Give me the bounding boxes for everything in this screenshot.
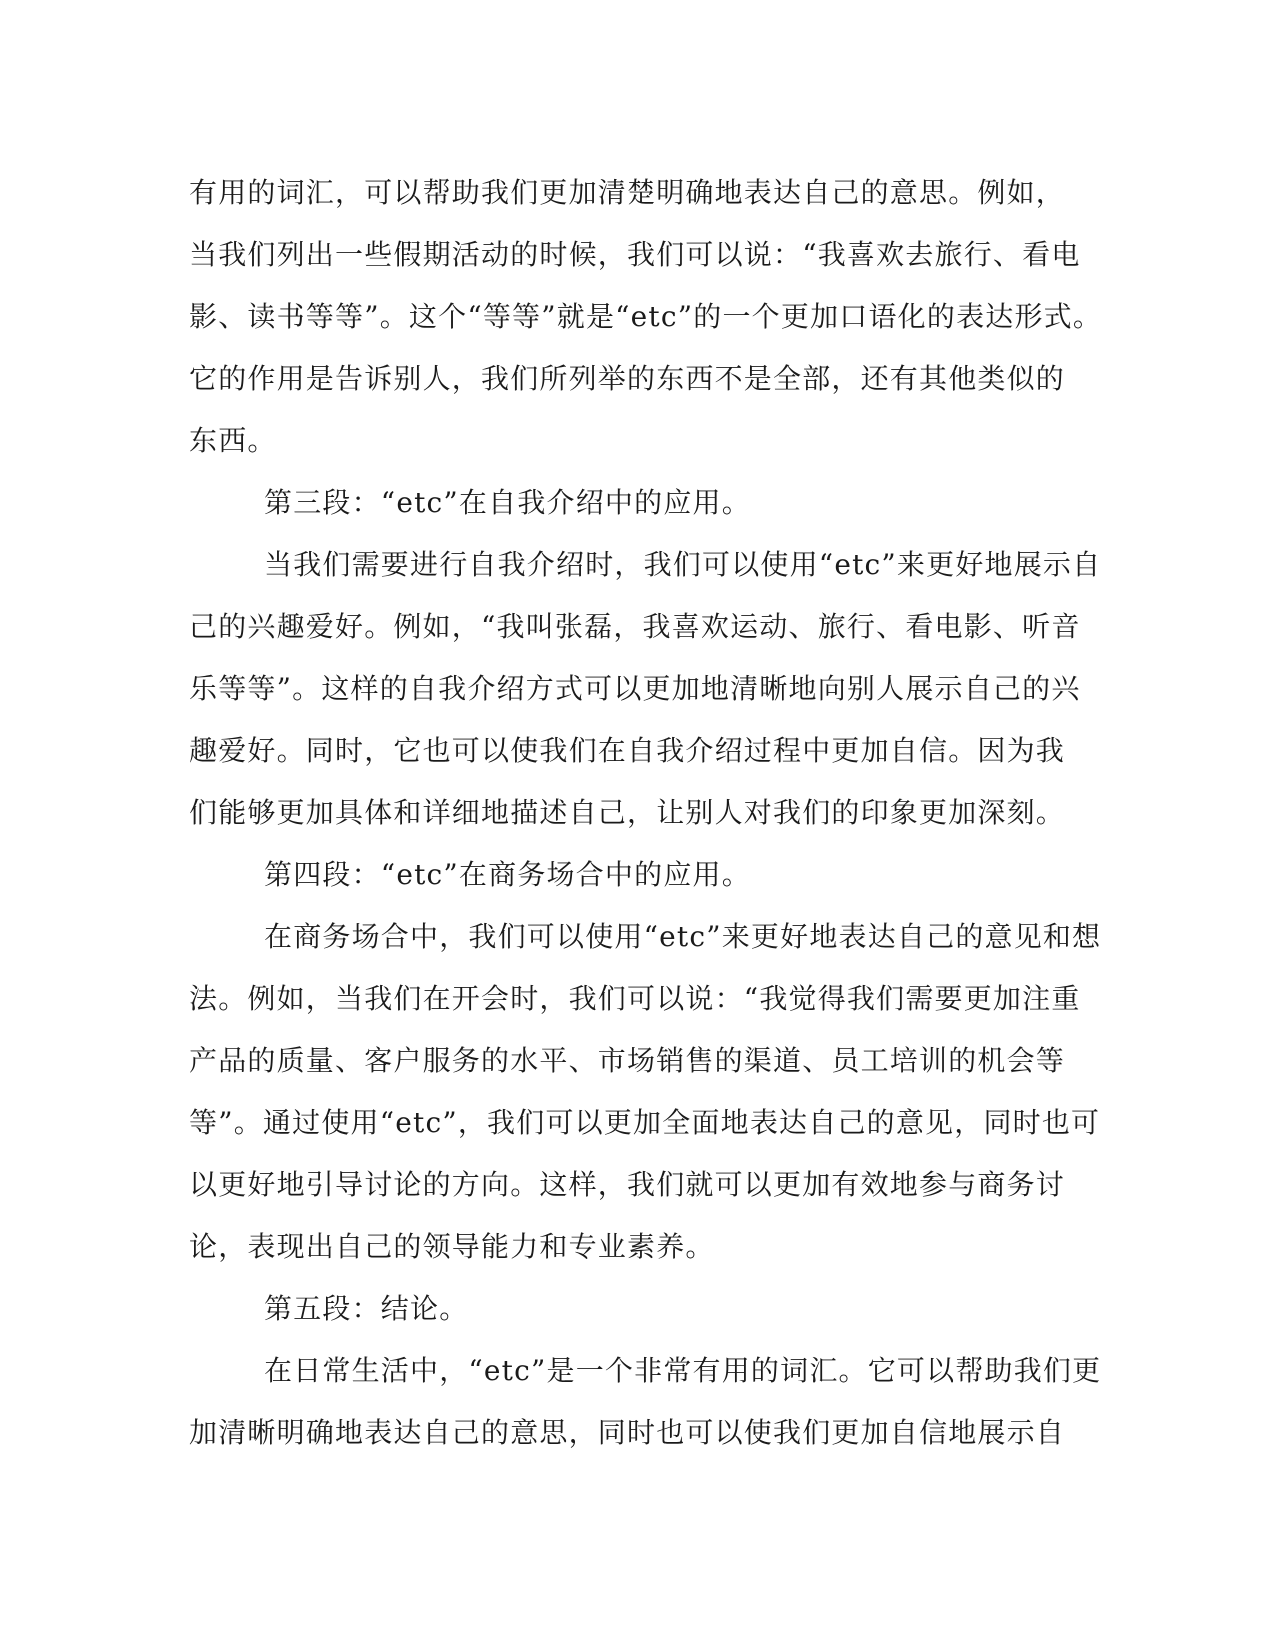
text-line: 在商务场合中，我们可以使用“etc”来更好地表达自己的意见和想 [264, 920, 1102, 953]
text-line: 东西。 [189, 424, 277, 457]
text-line: 产品的质量、客户服务的水平、市场销售的渠道、员工培训的机会等 [189, 1044, 1066, 1077]
section-heading: 第三段：“etc”在自我介绍中的应用。 [264, 486, 751, 519]
text-line: 趣爱好。同时，它也可以使我们在自我介绍过程中更加自信。因为我 [189, 734, 1066, 767]
text-line: 当我们列出一些假期活动的时候，我们可以说：“我喜欢去旅行、看电 [189, 238, 1081, 271]
text-line: 以更好地引导讨论的方向。这样，我们就可以更加有效地参与商务讨 [189, 1168, 1066, 1201]
text-line: 加清晰明确地表达自己的意思，同时也可以使我们更加自信地展示自 [189, 1416, 1066, 1449]
text-line: 们能够更加具体和详细地描述自己，让别人对我们的印象更加深刻。 [189, 796, 1066, 829]
document-body [189, 162, 1103, 1464]
text-line: 在日常生活中，“etc”是一个非常有用的词汇。它可以帮助我们更 [264, 1354, 1102, 1387]
text-line: 乐等等”。这样的自我介绍方式可以更加地清晰地向别人展示自己的兴 [189, 672, 1081, 705]
text-line: 己的兴趣爱好。例如，“我叫张磊，我喜欢运动、旅行、看电影、听音 [189, 610, 1081, 643]
section-heading: 第五段：结论。 [264, 1292, 469, 1325]
text-line: 有用的词汇，可以帮助我们更加清楚明确地表达自己的意思。例如， [189, 176, 1066, 209]
text-line: 当我们需要进行自我介绍时，我们可以使用“etc”来更好地展示自 [264, 548, 1102, 581]
text-line: 影、读书等等”。这个“等等”就是“etc”的一个更加口语化的表达形式。 [189, 300, 1103, 333]
text-line: 法。例如，当我们在开会时，我们可以说：“我觉得我们需要更加注重 [189, 982, 1081, 1015]
section-heading: 第四段：“etc”在商务场合中的应用。 [264, 858, 751, 891]
text-line: 它的作用是告诉别人，我们所列举的东西不是全部，还有其他类似的 [189, 362, 1066, 395]
text-line: 等”。通过使用“etc”，我们可以更加全面地表达自己的意见，同时也可 [189, 1106, 1101, 1139]
text-line: 论，表现出自己的领导能力和专业素养。 [189, 1230, 715, 1263]
